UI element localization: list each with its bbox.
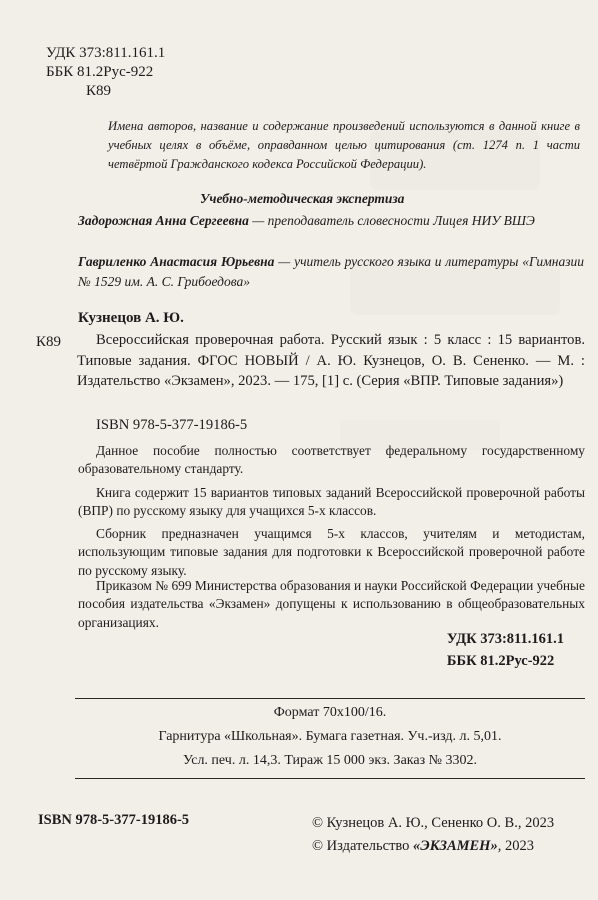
annotation-paragraph-1: Данное пособие полностью соответствует федеральному государственному образовательному стандарту.: [78, 443, 585, 477]
classification-codes: [46, 44, 165, 101]
publisher-name: «ЭКЗАМЕН»: [413, 838, 498, 854]
imprint-bottom-rule: [75, 778, 585, 779]
record-code: К89: [36, 334, 62, 350]
copyright-publisher-year: , 2023: [497, 838, 534, 854]
author-mark: К89: [86, 83, 112, 99]
annotation-paragraph-3: Сборник предназначен учащимся 5-х классов, учителям и методистам, использующим типовые задания для подготовки к Всероссийской проверочной работе по русскому языку.: [78, 526, 585, 578]
expertise-heading: Учебно-методическая экспертиза: [200, 191, 405, 206]
imprint: [75, 701, 585, 773]
reviewer-1-desc: — преподаватель словесности Лицея НИУ ВШЭ: [248, 213, 535, 228]
annotation-paragraph-4: Приказом № 699 Министерства образования и науки Российской Федерации учебные пособия издательства «Экзамен» допущены к использованию в общеобразовательных организациях.: [78, 578, 585, 630]
reviewer-2: [78, 252, 584, 292]
udk-code: УДК 373:811.161.1: [46, 45, 166, 61]
reviewer-1-name: Задорожная Анна Сергеевна: [78, 213, 249, 228]
imprint-print: Усл. печ. л. 14,3. Тираж 15 000 экз. Заказ № 3302.: [183, 753, 477, 768]
bibliography-text: Всероссийская проверочная работа. Русский язык : 5 класс : 15 вариантов. Типовые задания. ФГОС НОВЫЙ / А. Ю. Кузнецов, О. В. Сененко. — М. : Издательство «Экзамен», 2023. — 175, [1] с. (Серия «ВПР. Типовые задания»): [77, 332, 585, 389]
record-isbn: ISBN 978-5-377-19186-5: [96, 417, 248, 433]
copyright-publisher: [312, 835, 554, 858]
copyright-publisher-prefix: © Издательство: [312, 838, 414, 854]
footer-udk: УДК 373:811.161.1: [446, 631, 564, 647]
copyright-block: [312, 812, 554, 858]
footer-bbk: ББК 81.2Рус-922: [446, 653, 555, 669]
record-author: Кузнецов А. Ю.: [78, 310, 184, 326]
imprint-top-rule: [75, 698, 585, 699]
reviewer-1: [78, 211, 584, 231]
annotation-paragraph-2: Книга содержит 15 вариантов типовых заданий Всероссийской проверочной работы (ВПР) по русскому языку для учащихся 5-х классов.: [78, 485, 585, 519]
bbk-code: ББК 81.2Рус-922: [46, 64, 154, 80]
imprint-format: Формат 70х100/16.: [273, 705, 387, 720]
reviewer-2-desc: — учитель русского языка и литературы «Гимназии № 1529 им. А. С. Грибоедова»: [78, 254, 584, 289]
imprint-typeface: Гарнитура «Школьная». Бумага газетная. Уч.-изд. л. 5,01.: [158, 729, 502, 744]
footer-codes: [447, 628, 564, 672]
bottom-isbn: ISBN 978-5-377-19186-5: [38, 812, 190, 828]
reviewer-2-name: Гавриленко Анастасия Юрьевна: [78, 254, 275, 269]
record-bibliography: [77, 330, 585, 392]
legal-note: Имена авторов, название и содержание произведений используются в данной книге в учебных целях в объёме, оправданном целью цитирования (ст. 1274 п. 1 части четвёртой Гражданского кодекса Российской Федерации).: [108, 119, 580, 171]
copyright-authors: © Кузнецов А. Ю., Сененко О. В., 2023: [312, 815, 555, 831]
